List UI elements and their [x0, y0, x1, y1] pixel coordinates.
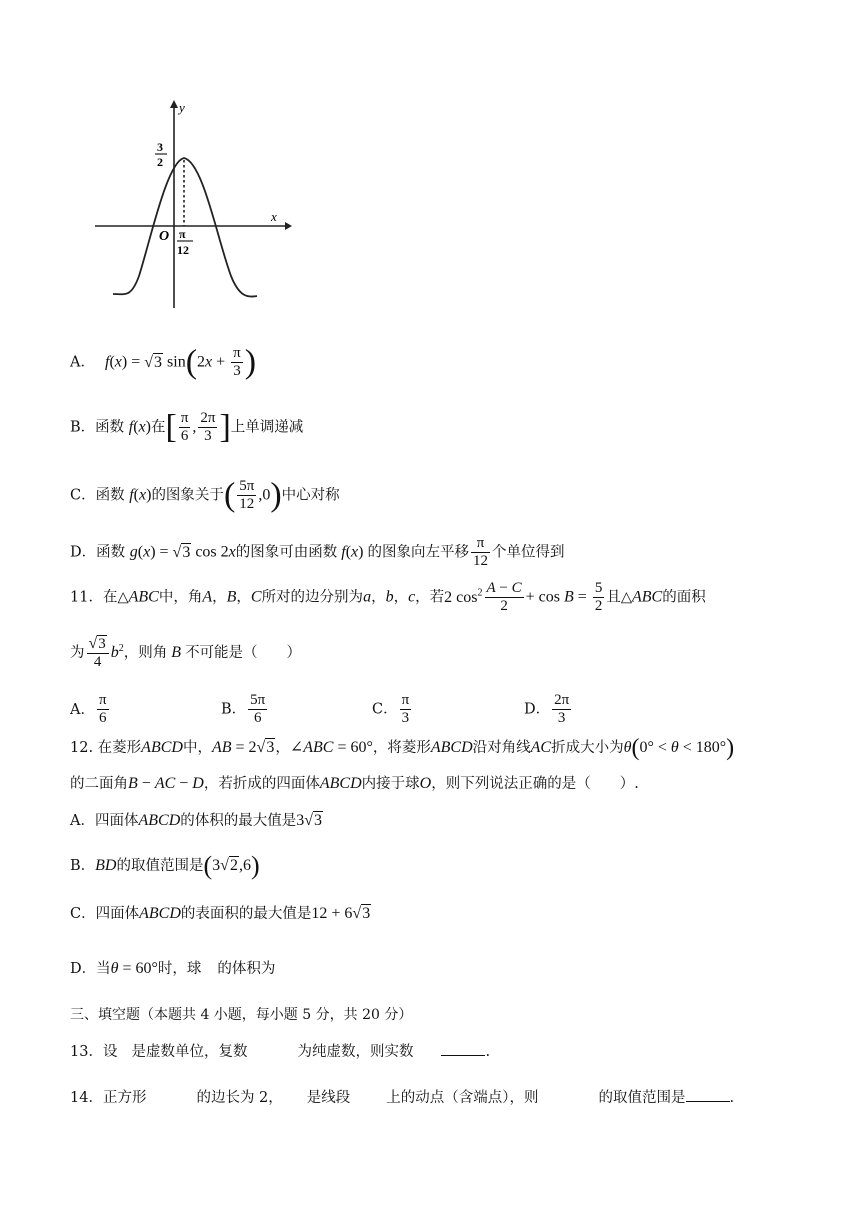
q11-option-c: C． $\frac{\pi}{3}$ — [372, 692, 410, 726]
q12-option-c: C．四面体ABCD的表面积的最大值是12 + 6√3 — [70, 905, 371, 922]
q13-answer-blank[interactable] — [441, 1041, 485, 1056]
q10-option-b: B．函数 f(x)在[ $\frac{\pi}{6}$ , $\frac{2\pi}{3}$ ]上单调递减 — [70, 408, 304, 446]
q10-option-d: D．函数 g(x) = √3 cos 2x的图象可由函数 f(x) 的图象向左平移 $\frac{\pi}{12}$ 个单位得到 — [70, 535, 565, 569]
q12-option-d: D．当θ = 60°时，球 的体积为 — [70, 960, 276, 977]
q12-line-2: 的二面角B − AC − D，若折成的四面体ABCD内接于球O，则下列说法正确的是（ ）. — [70, 775, 639, 792]
x-axis-arrow — [285, 222, 292, 230]
q12-option-a: A．四面体ABCD的体积的最大值是3√3 — [70, 812, 323, 829]
peak-denominator: 2 — [157, 155, 163, 169]
q12-option-b: B．BD的取值范围是(3√2,6) — [70, 851, 260, 880]
q11-option-b: B． $\frac{5\pi}{6}$ — [221, 692, 266, 726]
q11-options — [70, 692, 111, 727]
origin-label: O — [159, 229, 170, 244]
q12-line-1: 12. 在菱形ABCD中，AB = 2√3，∠ABC = 60°，将菱形ABCD沿对角线AC折成大小为θ(0° < θ < 180°) — [70, 735, 735, 761]
q11-option-d: D． $\frac{2\pi}{3}$ — [524, 692, 570, 726]
q11-option-a: A． $\frac{\pi}{6}$ — [70, 692, 107, 726]
x-axis-label: x — [271, 209, 277, 224]
sine-graph — [85, 98, 305, 328]
q13-line: 13．设 是虚数单位，复数 为纯虚数，则实数 . — [70, 1041, 490, 1062]
q14-line: 14．正方形 的边长为 2， 是线段 上的动点（含端点），则 的取值范围是 . — [70, 1087, 734, 1108]
y-axis-label: y — [179, 100, 185, 115]
y-axis-arrow — [170, 100, 178, 108]
q14-answer-blank[interactable] — [686, 1087, 730, 1102]
q10-option-c: C．函数 f(x)的图象关于( $\frac{5\pi}{12}$ ,0)中心对称 — [70, 476, 340, 514]
section-3-title: 三、填空题（本题共 4 小题，每小题 5 分，共 20 分） — [70, 1007, 413, 1023]
q11-line-2: 为 $\frac{√3}{4}$ $b^2$，则角 B 不可能是（ ） — [70, 635, 302, 670]
q11-line-1: 11．在△ABC中，角A，B，C所对的边分别为a，b，c，若2 $\cos^2$ $\frac{A - C}{2}$ + cos B = $\frac{5}{2}$ 且△ABC的面积 — [70, 580, 706, 614]
tick-denominator: 12 — [177, 243, 189, 257]
tick-numerator: π — [179, 227, 186, 241]
peak-numerator: 3 — [157, 140, 163, 154]
q10-option-a: A． f(x) = √3 sin(2x + $\frac{\pi}{3}$ ) — [70, 343, 257, 381]
